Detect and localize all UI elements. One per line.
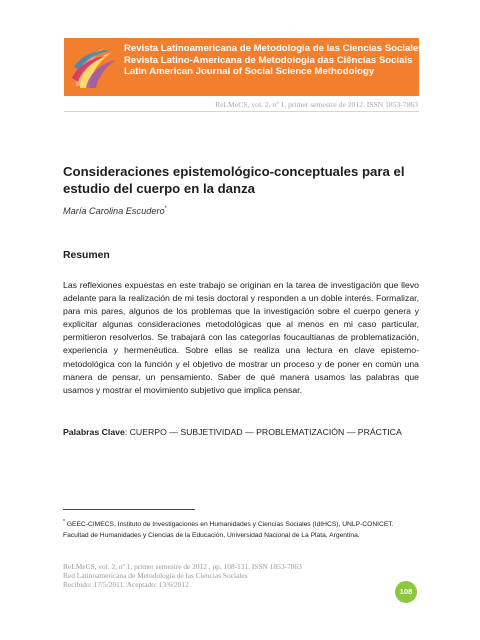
journal-swirl-logo-icon <box>70 42 118 92</box>
footnote-line-2: Facultad de Humanidades y Ciencias de la Educación, Universidad Nacional de La Plata, Argentina. <box>63 532 360 540</box>
abstract-heading: Resumen <box>63 250 110 261</box>
page-number-badge: 108 <box>395 581 417 603</box>
footnote-mark: * <box>63 519 65 525</box>
journal-title-pt: Revista Latino-Americana de Metodologia das Ciências Sociais <box>124 54 413 66</box>
footer-citation: ReLMeCS, vol. 2, nº 1, primer semestre de 2012 , pp. 108-131. ISSN 1853-7863 <box>63 562 302 571</box>
page-footer <box>63 562 302 590</box>
issue-info: ReLMeCS, vol. 2, nº 1, primer semestre de 2012. ISSN 1853-7863 <box>215 100 418 109</box>
author-line <box>63 206 167 216</box>
footnote-line-1 <box>63 517 423 530</box>
keywords-label: Palabras Clave <box>63 427 125 437</box>
footer-dates: Recibido: 17/5/2011. Aceptado: 13/6/2012 <box>63 580 189 590</box>
footnote-affiliation: GEEC-CIMECS, Instituto de Investigaciones en Humanidades y Ciencias Sociales (IdIHCS), UNLP-CONICET. <box>66 521 394 529</box>
journal-title-lines <box>124 43 424 78</box>
footnote-divider <box>63 509 195 510</box>
author-name: María Carolina Escudero <box>63 206 165 217</box>
keywords-list: CUERPO — SUBJETIVIDAD — PROBLEMATIZACIÓN — PRÁCTICA <box>129 427 402 437</box>
keywords-line <box>63 427 402 437</box>
article-title: Consideraciones epistemológico-conceptuales para el estudio del cuerpo en la danza <box>63 164 405 196</box>
journal-title-en: Latin American Journal of Social Science Methodology <box>124 66 375 77</box>
author-footnote-mark[interactable]: * <box>164 206 167 212</box>
header-divider <box>64 111 419 112</box>
abstract-text: Las reflexiones expuestas en este trabajo se originan en la tarea de investigación que llevo adelante para la realización de mi tesis doctoral y responden a un doble interés. Formalizar, para mis pares, algunos de los problemas que la investigación sobre el cuerpo genera y explicitar algunas consideraciones metodológicas que al menos en mi caso particular, permitieron resolverlos. Se trabajará con las categorías foucaultianas de problematización, experiencia y hermenéutica. Sobre ellas se realiza una lectura en clave epistemo-metodológica con la función y el objetivo de mostrar un proceso y de poner en común una manera de pensar, un pensamiento. Saber de qué manera usamos las palabras que usamos y mostrar el movimiento subjetivo que implica pensar. <box>63 280 419 395</box>
keywords-colon: : <box>124 427 130 437</box>
footnote <box>63 517 423 541</box>
footer-network: Red Latinoamericana de Metodología de las Ciencias Sociales <box>63 571 248 581</box>
journal-title-es: Revista Latinoamericana de Metodología de las Ciencias Sociales <box>124 43 424 54</box>
journal-banner <box>64 38 424 96</box>
